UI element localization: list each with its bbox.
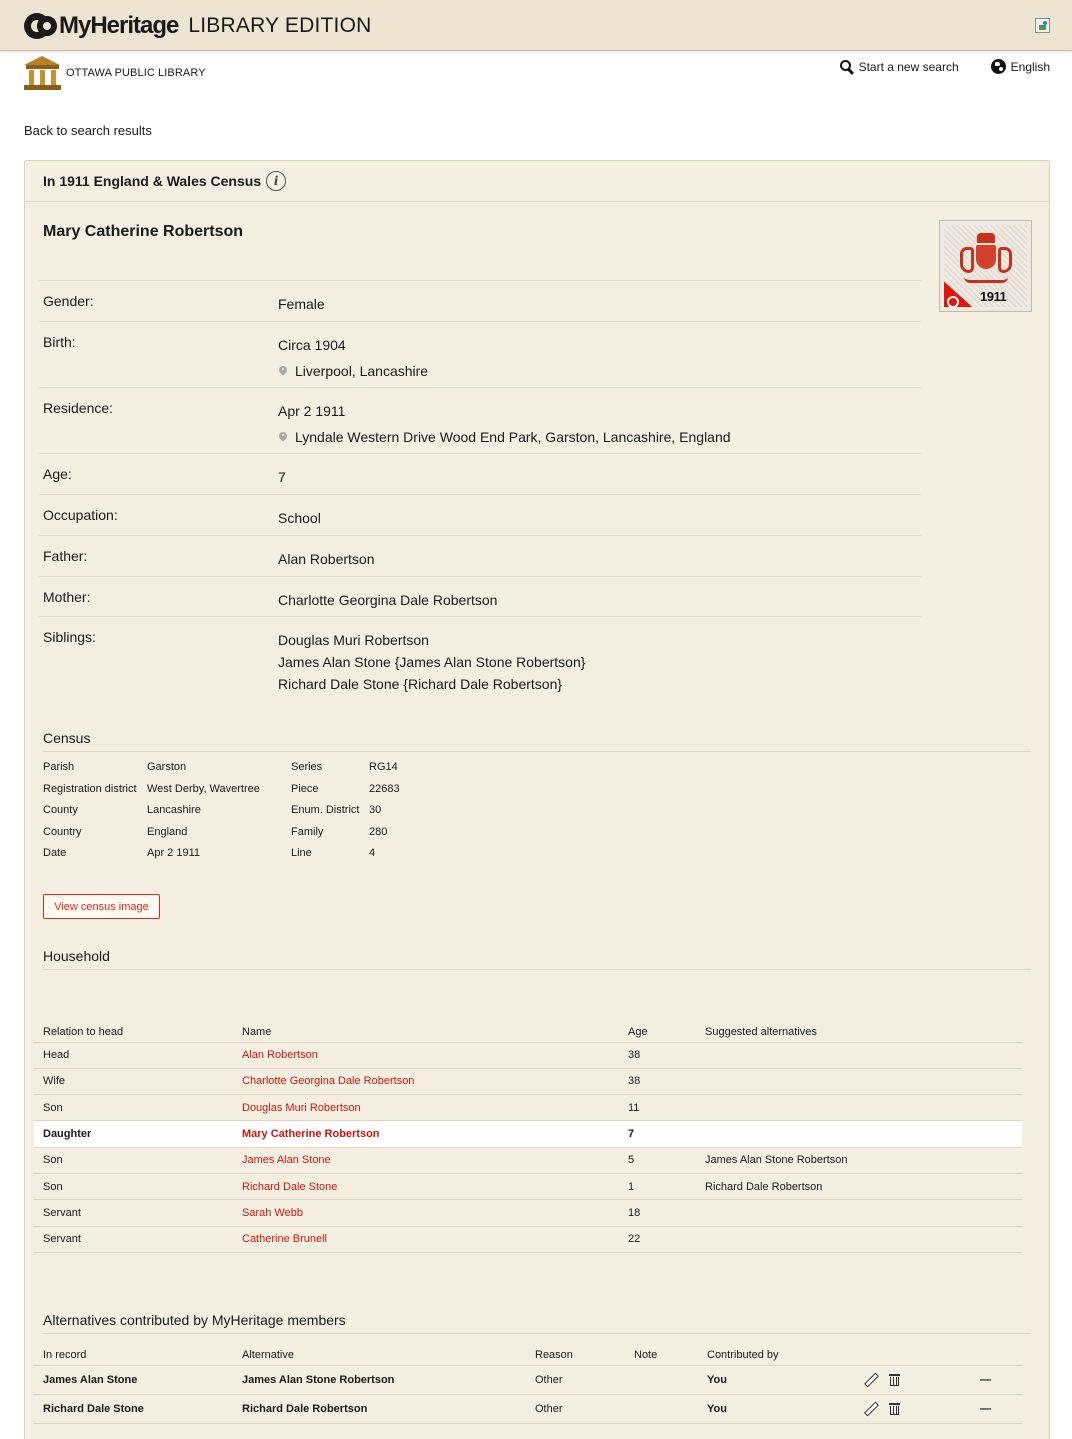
member-name-link[interactable]: Sarah Webb: [233, 1200, 619, 1226]
age-cell: 22: [619, 1226, 696, 1252]
top-bar: [0, 0, 1072, 51]
age-cell: 18: [619, 1200, 696, 1226]
member-name-link[interactable]: James Alan Stone: [233, 1147, 619, 1173]
alternatives-table: [34, 1343, 1022, 1424]
alternative-cell: [696, 1226, 1022, 1252]
table-row: [34, 1068, 1022, 1094]
member-name-link[interactable]: Douglas Muri Robertson: [233, 1095, 619, 1121]
location-pin-icon: [279, 366, 287, 377]
relation-cell: Son: [34, 1147, 233, 1173]
alternative-cell: [696, 1121, 1022, 1147]
more-header: [971, 1343, 1022, 1365]
table-row: [34, 1200, 1022, 1226]
person-name: Mary Catherine Robertson: [43, 223, 244, 240]
start-new-search-link[interactable]: [840, 59, 959, 74]
fact-value: School: [278, 510, 321, 526]
top-links: [840, 59, 1050, 74]
age-cell: 11: [619, 1095, 696, 1121]
fact-mother: [39, 576, 921, 616]
census-label: Piece: [291, 782, 319, 795]
sibling-name: James Alan Stone {James Alan Stone Robertson}: [278, 654, 586, 670]
census-label: County: [43, 804, 78, 816]
fact-label: Age:: [43, 466, 72, 482]
myheritage-logo-icon: [24, 13, 57, 39]
library-building-icon: [24, 56, 61, 90]
table-row: [34, 1042, 1022, 1068]
census-value: 22683: [369, 782, 400, 795]
fact-value: 7: [278, 469, 286, 485]
fact-gender: [39, 280, 921, 321]
column-header: In record: [34, 1343, 233, 1365]
alternative-cell: James Alan Stone Robertson: [696, 1147, 1022, 1173]
contributed-by-cell: You: [698, 1394, 855, 1423]
table-row: [34, 1365, 1022, 1394]
age-cell: 7: [619, 1121, 696, 1147]
birth-place: Liverpool, Lancashire: [295, 363, 429, 379]
fact-label: Siblings:: [43, 629, 96, 645]
info-icon[interactable]: i: [266, 171, 286, 191]
census-value: 4: [369, 847, 376, 859]
edition-label: LIBRARY EDITION: [188, 14, 372, 37]
myheritage-logo[interactable]: [24, 12, 372, 40]
collection-title: In 1911 England & Wales Census: [43, 173, 262, 189]
pencil-icon[interactable]: [864, 1402, 877, 1415]
note-cell: [625, 1365, 698, 1394]
census-value: 30: [369, 804, 382, 816]
member-name-link[interactable]: Charlotte Georgina Dale Robertson: [233, 1068, 619, 1094]
contributed-by-cell: You: [698, 1365, 855, 1394]
census-value: Apr 2 1911: [147, 847, 201, 859]
note-cell: [625, 1394, 698, 1423]
relation-cell: Wife: [34, 1068, 233, 1094]
actions-header: [855, 1343, 971, 1365]
member-name-link[interactable]: Catherine Brunell: [233, 1226, 619, 1252]
household-table: [34, 1021, 1022, 1253]
column-header: Note: [625, 1343, 698, 1365]
fact-siblings: [39, 616, 921, 698]
alternative-cell: [696, 1095, 1022, 1121]
relation-cell: Daughter: [34, 1121, 233, 1147]
brand-name: MyHeritage: [59, 12, 179, 39]
member-name-link[interactable]: Richard Dale Stone: [233, 1173, 619, 1199]
census-label: Registration district: [43, 782, 137, 795]
household-section-title: Household: [43, 948, 1031, 970]
alternative-cell: [696, 1200, 1022, 1226]
actions-cell: [855, 1394, 971, 1423]
alternative-cell: Richard Dale Robertson: [233, 1394, 526, 1423]
fact-label: Residence:: [43, 400, 114, 416]
panel-header: [25, 161, 1049, 202]
census-label: Country: [43, 825, 82, 838]
fact-residence: [39, 387, 921, 453]
column-header: Reason: [526, 1343, 625, 1365]
column-header: Age: [619, 1021, 696, 1042]
broken-image-icon: [1035, 18, 1050, 33]
member-name-link[interactable]: Mary Catherine Robertson: [233, 1121, 619, 1147]
language-label: English: [1010, 59, 1050, 74]
age-cell: 1: [619, 1173, 696, 1199]
table-row: [34, 1226, 1022, 1252]
reason-cell: Other: [526, 1365, 625, 1394]
relation-cell: Servant: [34, 1226, 233, 1252]
fact-value: Circa 1904: [278, 337, 346, 353]
alternative-cell: [696, 1068, 1022, 1094]
fact-father: [39, 535, 921, 576]
relation-cell: Head: [34, 1042, 233, 1068]
view-census-image-button[interactable]: View census image: [43, 894, 160, 919]
trash-icon[interactable]: [889, 1373, 900, 1386]
column-header: Name: [233, 1021, 619, 1042]
fact-label: Mother:: [43, 589, 91, 605]
census-thumbnail[interactable]: [939, 220, 1032, 312]
collapse-toggle[interactable]: —: [971, 1394, 1022, 1423]
column-header: Relation to head: [34, 1021, 233, 1042]
column-header: Suggested alternatives: [696, 1021, 1022, 1042]
table-row-current: [34, 1121, 1022, 1147]
fact-birth: [39, 321, 921, 387]
census-label: Line: [291, 847, 312, 859]
residence-place: Lyndale Western Drive Wood End Park, Garston, Lancashire, England: [295, 429, 731, 445]
reason-cell: Other: [526, 1394, 625, 1423]
thumbnail-year: 1911: [980, 289, 1007, 304]
fact-list: [39, 280, 921, 698]
age-cell: 38: [619, 1068, 696, 1094]
census-label: Series: [291, 761, 323, 773]
fact-label: Birth:: [43, 334, 76, 350]
library-badge: [24, 56, 206, 90]
fact-occupation: [39, 494, 921, 535]
fact-age: [39, 453, 921, 494]
census-value: Lancashire: [147, 804, 201, 816]
library-name: OTTAWA PUBLIC LIBRARY: [66, 67, 206, 79]
age-cell: 38: [619, 1042, 696, 1068]
fact-label: Gender:: [43, 293, 94, 309]
in-record-cell: Richard Dale Stone: [34, 1394, 233, 1423]
census-label: Date: [43, 847, 67, 859]
sibling-name: Richard Dale Stone {Richard Dale Robertson}: [278, 676, 563, 692]
alternative-cell: Richard Dale Robertson: [696, 1173, 1022, 1199]
column-header: Contributed by: [698, 1343, 855, 1365]
member-name-link[interactable]: Alan Robertson: [233, 1042, 619, 1068]
fact-value: Alan Robertson: [278, 551, 375, 567]
census-value: 280: [369, 825, 388, 838]
globe-icon: [991, 59, 1006, 74]
fact-value: Female: [278, 296, 325, 312]
search-icon: [840, 60, 854, 74]
table-row: [34, 1147, 1022, 1173]
alternative-cell: James Alan Stone Robertson: [233, 1365, 526, 1394]
census-label: Parish: [43, 761, 75, 773]
census-value: England: [147, 825, 188, 838]
location-pin-icon: [279, 432, 287, 443]
census-label: Enum. District: [291, 804, 360, 816]
census-label: Family: [291, 825, 324, 838]
pencil-icon[interactable]: [864, 1373, 877, 1386]
census-value: Garston: [147, 761, 187, 773]
fact-value: Charlotte Georgina Dale Robertson: [278, 592, 498, 608]
relation-cell: Son: [34, 1095, 233, 1121]
zoom-icon[interactable]: [947, 296, 959, 307]
census-section-title: Census: [43, 730, 1031, 752]
back-to-results-link[interactable]: Back to search results: [24, 123, 152, 138]
census-value: West Derby, Wavertree: [147, 782, 260, 795]
alternative-cell: [696, 1042, 1022, 1068]
record-panel: [24, 160, 1050, 1439]
sibling-name: Douglas Muri Robertson: [278, 632, 429, 648]
table-row: [34, 1173, 1022, 1199]
census-value: RG14: [369, 761, 398, 773]
trash-icon[interactable]: [889, 1402, 900, 1415]
language-selector[interactable]: [991, 59, 1050, 74]
actions-cell: [855, 1365, 971, 1394]
column-header: Alternative: [233, 1343, 526, 1365]
relation-cell: Son: [34, 1173, 233, 1199]
in-record-cell: James Alan Stone: [34, 1365, 233, 1394]
relation-cell: Servant: [34, 1200, 233, 1226]
table-row: [34, 1394, 1022, 1423]
fact-label: Occupation:: [43, 507, 118, 523]
start-new-search-label: Start a new search: [858, 59, 959, 74]
fact-value: Apr 2 1911: [278, 403, 346, 419]
table-row: [34, 1095, 1022, 1121]
age-cell: 5: [619, 1147, 696, 1173]
collapse-toggle[interactable]: —: [971, 1365, 1022, 1394]
alternatives-section-title: Alternatives contributed by MyHeritage members: [43, 1312, 1031, 1334]
fact-label: Father:: [43, 548, 88, 564]
